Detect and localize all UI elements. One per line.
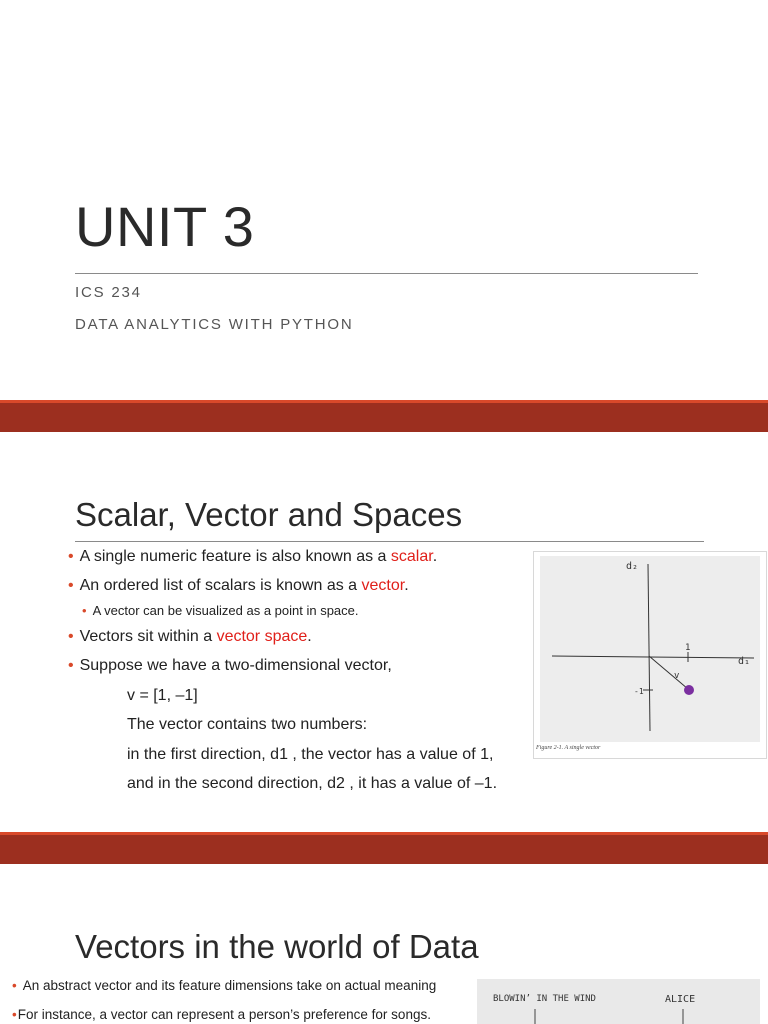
bullet-end: . [404,577,409,594]
bullet-dot-icon: • [12,978,17,993]
label-one: 1 [685,643,691,653]
scalar-vector-slide [0,432,768,832]
label-neg1: -1 [634,687,644,696]
bullet-text: Vectors sit within a [79,628,217,645]
label-blowin: BLOWIN’ IN THE WIND [493,994,596,1004]
slide-divider [0,832,768,864]
bullet-dot-icon: • [68,628,74,645]
bullet-text: Suppose we have a two-dimensional vector, [79,657,392,674]
song-preference-figure [477,979,760,1024]
first-direction-line: in the first direction, d1 , the vector has a value of 1, [127,746,494,763]
slide-title: Scalar, Vector and Spaces [75,496,463,533]
label-alice: ALICE [665,994,696,1005]
bullet-dot-icon: • [68,548,74,565]
term-vector: vector [361,577,405,594]
course-code: ICS 234 [75,284,142,301]
bullet-dot-icon: • [68,657,74,674]
label-d1: d₁ [738,656,751,667]
vector-contains-line: The vector contains two numbers: [127,716,368,733]
bullet-dot-icon: • [12,1007,17,1022]
bullet-dot-icon: • [82,603,87,618]
axis-d2 [648,564,650,731]
bullet-end: . [432,548,438,565]
bullet-text: An ordered list of scalars is known as a [79,577,362,594]
vector-point [684,685,694,695]
figure-caption: Figure 2-1. A single vector [536,745,601,751]
vector-plot [540,556,760,742]
title-rule [75,541,704,542]
course-name: DATA ANALYTICS WITH PYTHON [75,316,354,333]
title-rule [75,273,698,274]
vector-line [649,656,688,689]
term-scalar: scalar [390,548,433,565]
title-slide [0,0,768,400]
second-direction-line: and in the second direction, d2 , it has a value of –1. [127,775,498,792]
sub-bullet-text: A vector can be visualized as a point in space. [92,603,359,618]
bullet-end: . [307,628,312,645]
song-figure-svg [477,979,760,1024]
label-v: v [674,671,680,681]
bullet-dot-icon: • [68,577,74,594]
bullet-text: An abstract vector and its feature dimensions take on actual meaning [22,978,437,993]
axis-d1 [552,656,754,658]
slide-title: Vectors in the world of Data [75,928,479,965]
slide-divider [0,400,768,432]
bullet-text: A single numeric feature is also known as a [79,548,391,565]
bullet-abstract [12,978,436,993]
bullet-vector-space [68,628,312,646]
bullet-vector [68,577,409,595]
vector-plot-svg [540,556,760,742]
vector-definition: v = [1, –1] [127,687,198,704]
bullet-instance [12,1007,431,1022]
term-vector-space: vector space [216,628,308,645]
vector-figure [533,551,767,759]
vectors-data-slide [0,864,768,1024]
sub-bullet [82,603,359,618]
label-d2: d₂ [626,561,639,572]
unit-title: UNIT 3 [75,195,255,258]
bullet-scalar [68,548,437,566]
bullet-two-dim [68,657,392,675]
bullet-text: For instance, a vector can represent a person’s preference for songs. [17,1007,431,1022]
